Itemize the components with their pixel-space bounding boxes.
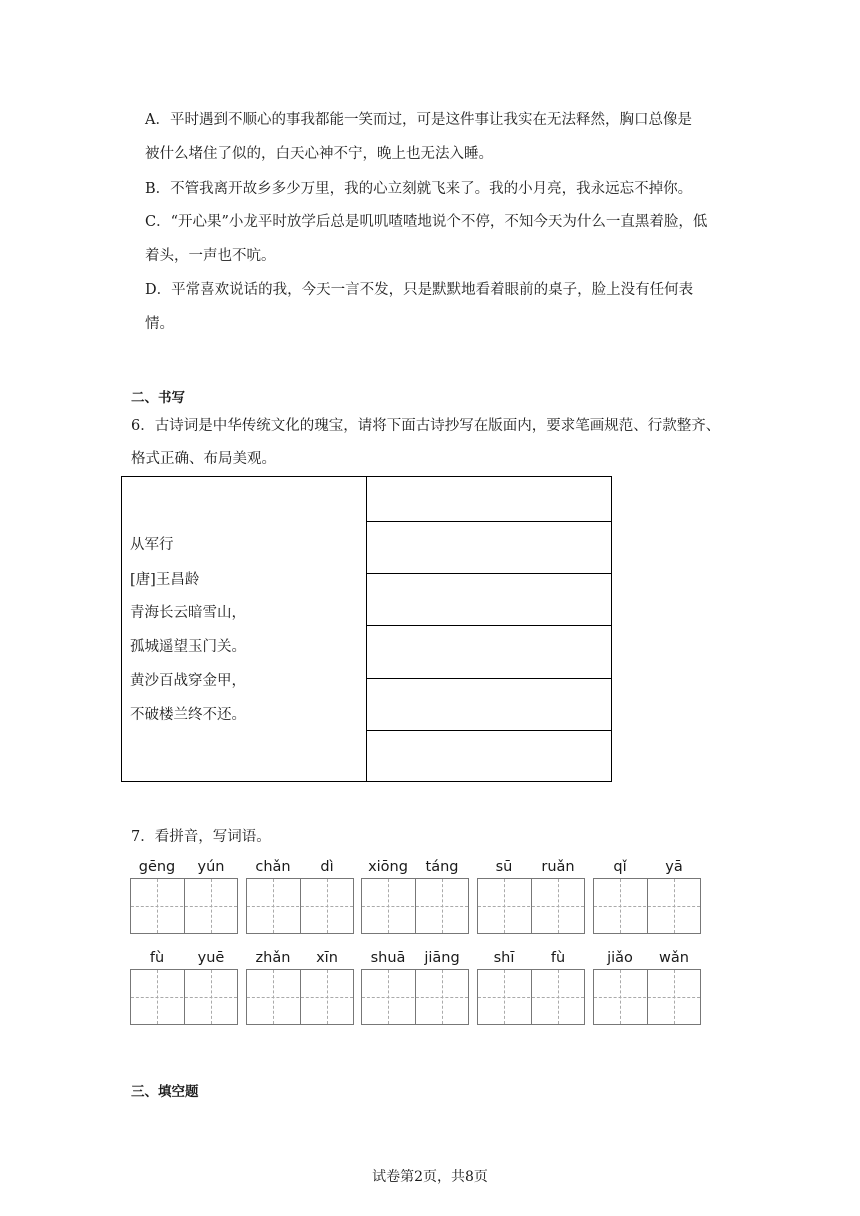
writing-box-pair[interactable] xyxy=(593,969,701,1025)
pinyin-label: dì xyxy=(320,859,334,875)
writing-row-line xyxy=(366,573,612,574)
option-b-line1: B．不管我离开故乡多少万里，我的心立刻就飞来了。我的小月亮，我永远忘不掉你。 xyxy=(145,181,693,197)
section-heading-fill-blank: 三、填空题 xyxy=(131,1084,199,1100)
section-heading-writing: 二、书写 xyxy=(131,390,185,406)
pinyin-label: yā xyxy=(665,859,683,875)
writing-box-pair[interactable] xyxy=(477,969,585,1025)
question-6-line2: 格式正确、布局美观。 xyxy=(131,451,276,467)
pinyin-label: fù xyxy=(149,950,165,966)
pinyin-label: gēng xyxy=(138,859,176,875)
pinyin-label: sū xyxy=(495,859,513,875)
pinyin-label: wǎn xyxy=(659,950,689,966)
question-7-title: 7．看拼音，写词语。 xyxy=(131,829,271,845)
writing-box-pair[interactable] xyxy=(246,878,354,934)
writing-box-pair[interactable] xyxy=(593,878,701,934)
pinyin-label: jiǎo xyxy=(607,950,633,966)
pinyin-label: shuā xyxy=(370,950,406,966)
pinyin-label: zhǎn xyxy=(255,950,291,966)
writing-box-pair[interactable] xyxy=(246,969,354,1025)
pinyin-label: chǎn xyxy=(255,859,291,875)
writing-box-pair[interactable] xyxy=(361,969,469,1025)
poem-line-4: 不破楼兰终不还。 xyxy=(130,707,246,723)
option-c-line1: C．“开心果”小龙平时放学后总是叽叽喳喳地说个不停，不知今天为什么一直黑着脸，低 xyxy=(145,214,708,230)
poem-line-2: 孤城遥望玉门关。 xyxy=(130,639,246,655)
poem-author: [唐]王昌龄 xyxy=(130,572,200,588)
page-footer: 试卷第2页，共8页 xyxy=(372,1169,488,1185)
pinyin-label: yuē xyxy=(197,950,225,966)
option-a-line2: 被什么堵住了似的，白天心神不宁，晚上也无法入睡。 xyxy=(145,146,493,162)
writing-box-pair[interactable] xyxy=(477,878,585,934)
poem-title: 从军行 xyxy=(130,537,174,553)
poem-line-1: 青海长云暗雪山， xyxy=(130,605,246,621)
question-6-line1: 6．古诗词是中华传统文化的瑰宝，请将下面古诗抄写在版面内，要求笔画规范、行款整齐、 xyxy=(131,418,721,434)
option-d-line1: D．平常喜欢说话的我，今天一言不发，只是默默地看着眼前的桌子，脸上没有任何表 xyxy=(145,282,694,298)
option-d-line2: 情。 xyxy=(145,316,174,332)
pinyin-label: yún xyxy=(197,859,225,875)
pinyin-label: fù xyxy=(550,950,566,966)
pinyin-label: ruǎn xyxy=(541,859,575,875)
writing-row-line xyxy=(366,521,612,522)
pinyin-label: shī xyxy=(493,950,515,966)
writing-box-pair[interactable] xyxy=(130,878,238,934)
pinyin-label: jiāng xyxy=(424,950,460,966)
writing-row-line xyxy=(366,625,612,626)
option-a-line1: A．平时遇到不顺心的事我都能一笑而过，可是这件事让我实在无法释然，胸口总像是 xyxy=(145,112,692,128)
writing-box-pair[interactable] xyxy=(130,969,238,1025)
writing-row-line xyxy=(366,730,612,731)
writing-box-pair[interactable] xyxy=(361,878,469,934)
pinyin-label: xiōng xyxy=(368,859,408,875)
pinyin-label: xīn xyxy=(316,950,338,966)
poem-line-3: 黄沙百战穿金甲， xyxy=(130,673,246,689)
pinyin-label: táng xyxy=(425,859,459,875)
pinyin-label: qǐ xyxy=(613,859,627,875)
writing-row-line xyxy=(366,678,612,679)
option-c-line2: 着头，一声也不吭。 xyxy=(145,248,276,264)
